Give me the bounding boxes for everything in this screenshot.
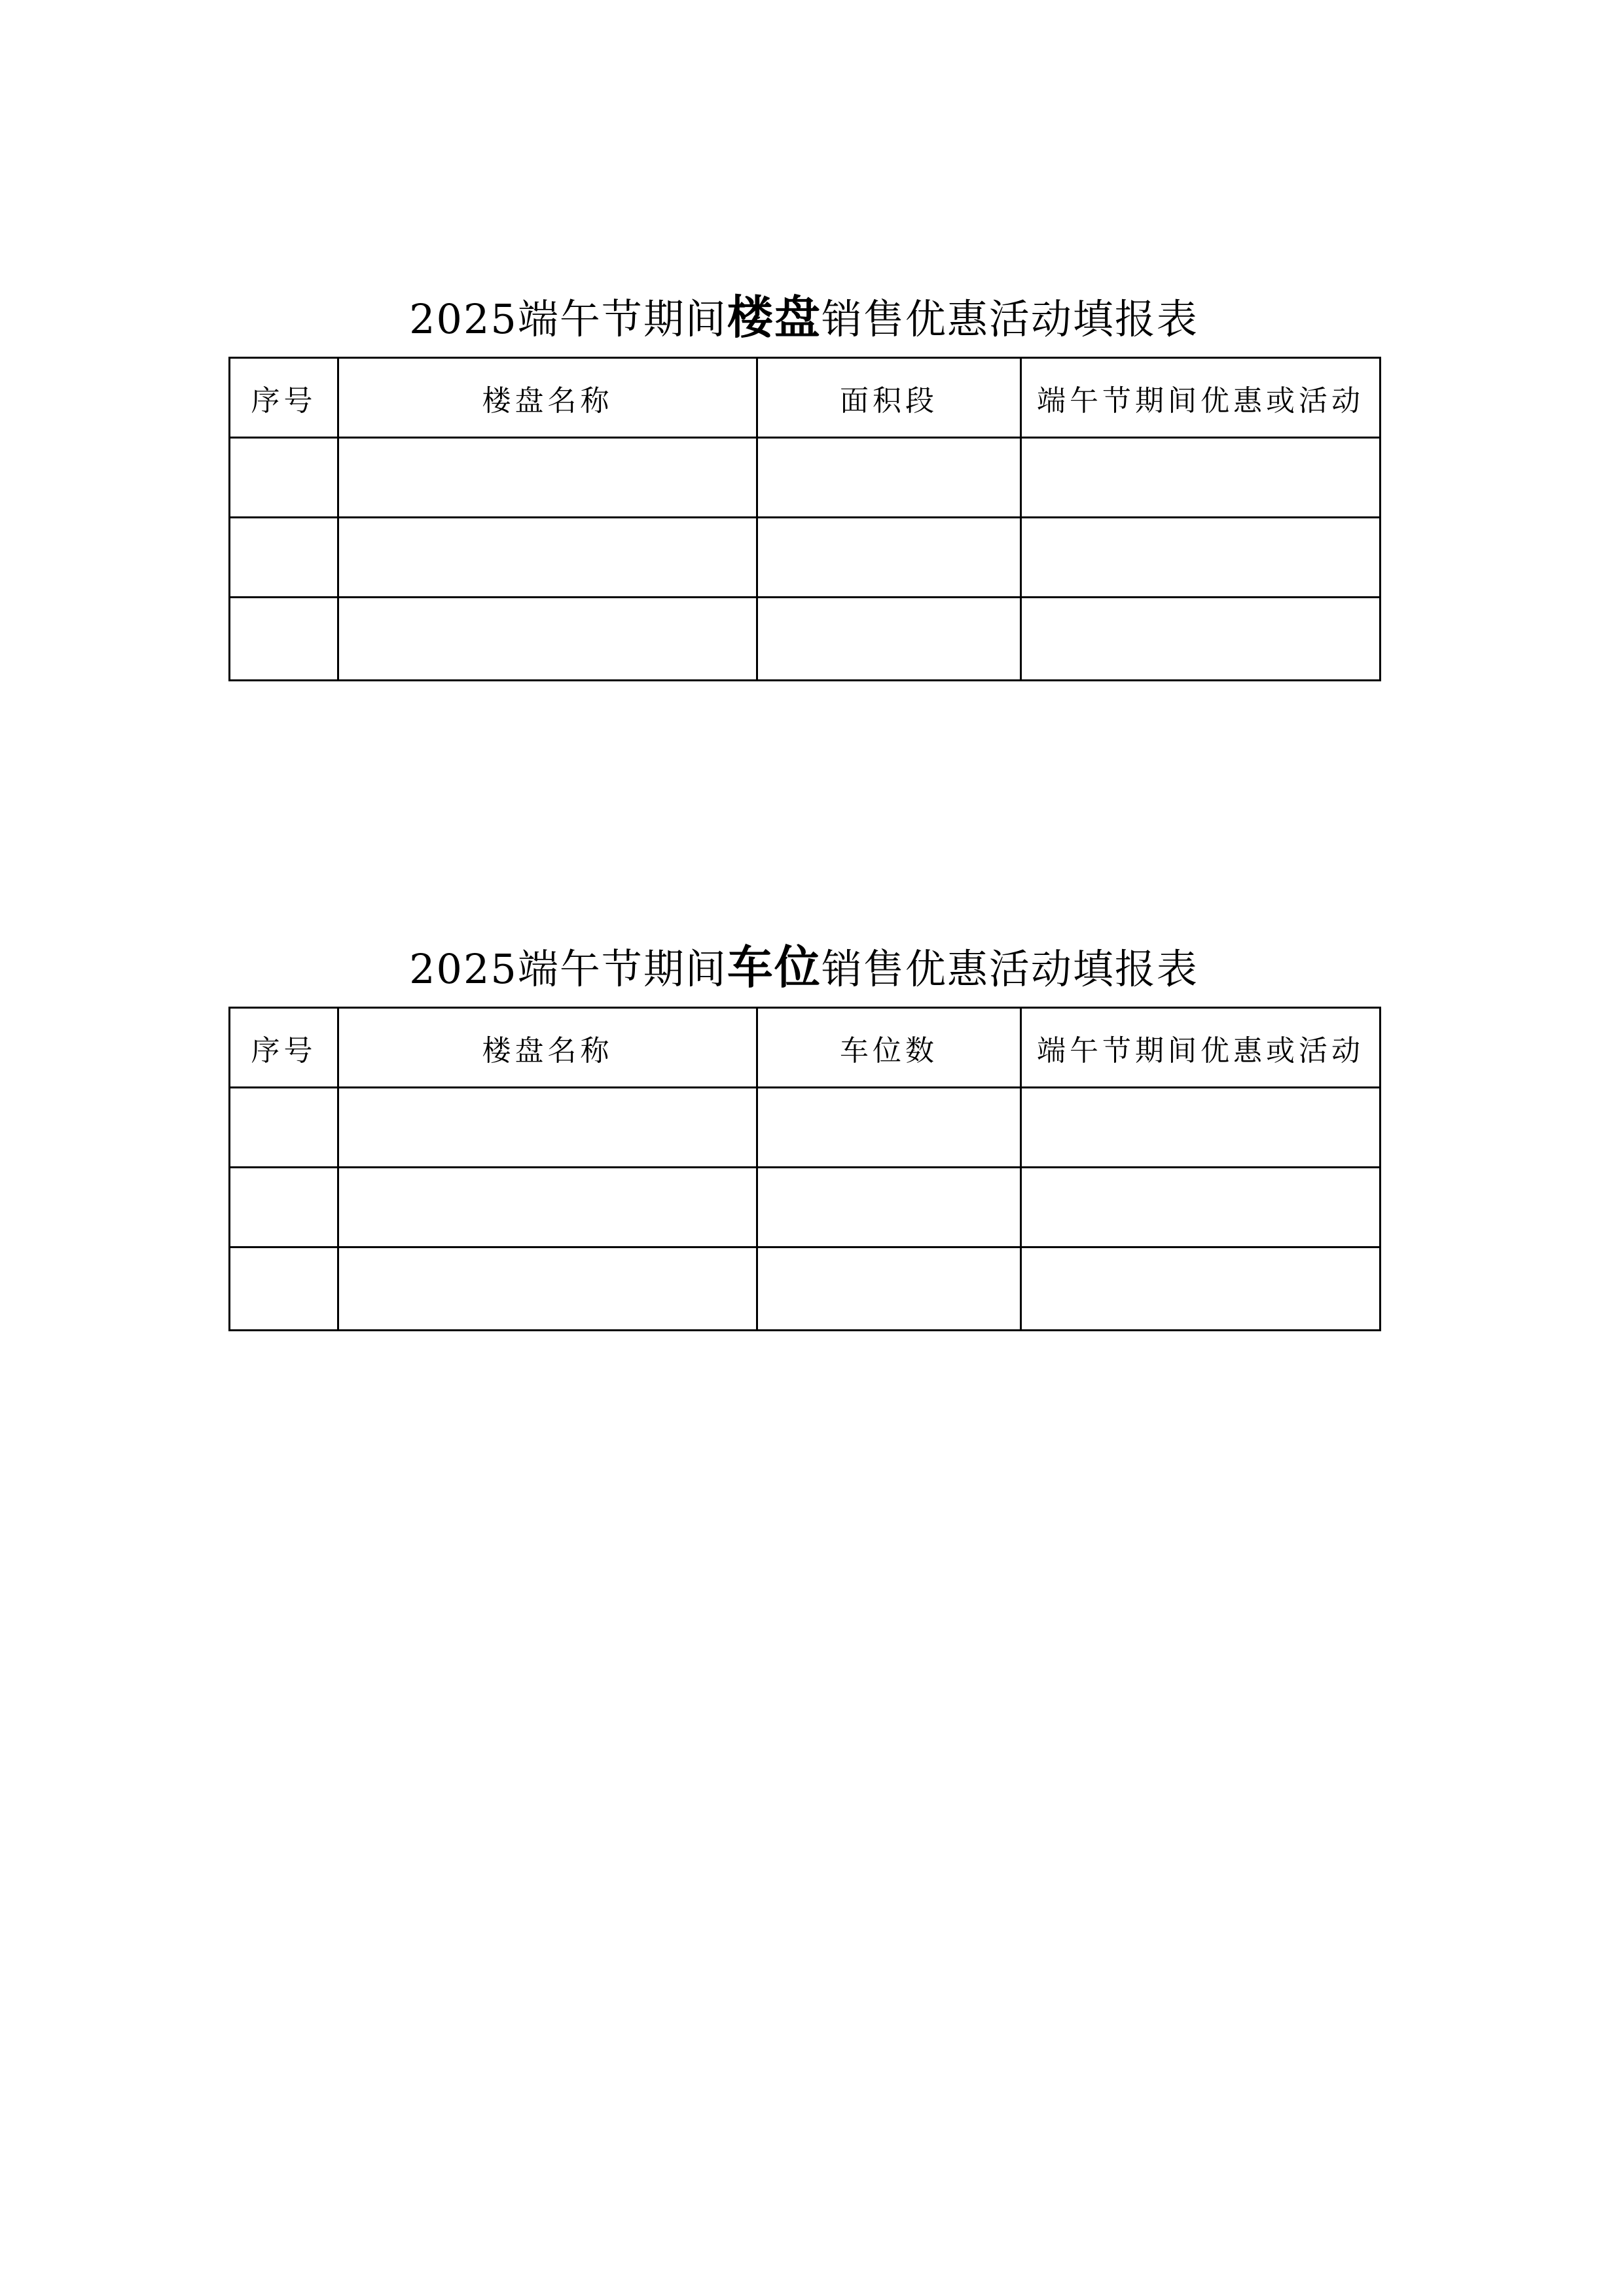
cell-promotion[interactable] [1021,1088,1380,1168]
cell-index[interactable] [230,1247,338,1331]
cell-property-name[interactable] [338,438,757,518]
parking-sales-form [228,928,1379,1331]
cell-index[interactable] [230,438,338,518]
cell-property-name[interactable] [338,1247,757,1331]
cell-property-name[interactable] [338,1088,757,1168]
column-header-promotion: 端午节期间优惠或活动 [1021,358,1380,438]
column-header-property-name: 楼盘名称 [338,1008,757,1088]
cell-area-range[interactable] [757,598,1021,681]
title-emphasis: 车位 [727,941,821,994]
column-header-area-range: 面积段 [757,358,1021,438]
title-suffix: 销售优惠活动填报表 [821,945,1199,993]
column-header-index: 序号 [230,1008,338,1088]
table-header-row [230,1008,1380,1088]
cell-promotion[interactable] [1021,1247,1380,1331]
table-row [230,438,1380,518]
form-title [228,278,1379,357]
cell-parking-count[interactable] [757,1247,1021,1331]
cell-index[interactable] [230,598,338,681]
table-row [230,1247,1380,1331]
cell-area-range[interactable] [757,518,1021,598]
table-row [230,1168,1380,1247]
property-sales-table [228,357,1381,681]
cell-promotion[interactable] [1021,438,1380,518]
title-prefix: 2025端午节期间 [409,295,727,343]
property-sales-form [228,278,1379,681]
cell-index[interactable] [230,518,338,598]
table-row [230,598,1380,681]
cell-parking-count[interactable] [757,1088,1021,1168]
table-header-row [230,358,1380,438]
cell-promotion[interactable] [1021,1168,1380,1247]
cell-promotion[interactable] [1021,598,1380,681]
column-header-parking-count: 车位数 [757,1008,1021,1088]
cell-index[interactable] [230,1168,338,1247]
title-emphasis: 楼盘 [727,291,821,344]
cell-area-range[interactable] [757,438,1021,518]
cell-property-name[interactable] [338,518,757,598]
cell-index[interactable] [230,1088,338,1168]
form-title [228,928,1379,1007]
column-header-index: 序号 [230,358,338,438]
cell-promotion[interactable] [1021,518,1380,598]
parking-sales-table [228,1007,1381,1331]
cell-parking-count[interactable] [757,1168,1021,1247]
cell-property-name[interactable] [338,1168,757,1247]
title-prefix: 2025端午节期间 [409,945,727,993]
table-row [230,518,1380,598]
column-header-promotion: 端午节期间优惠或活动 [1021,1008,1380,1088]
table-row [230,1088,1380,1168]
column-header-property-name: 楼盘名称 [338,358,757,438]
cell-property-name[interactable] [338,598,757,681]
title-suffix: 销售优惠活动填报表 [821,295,1199,343]
